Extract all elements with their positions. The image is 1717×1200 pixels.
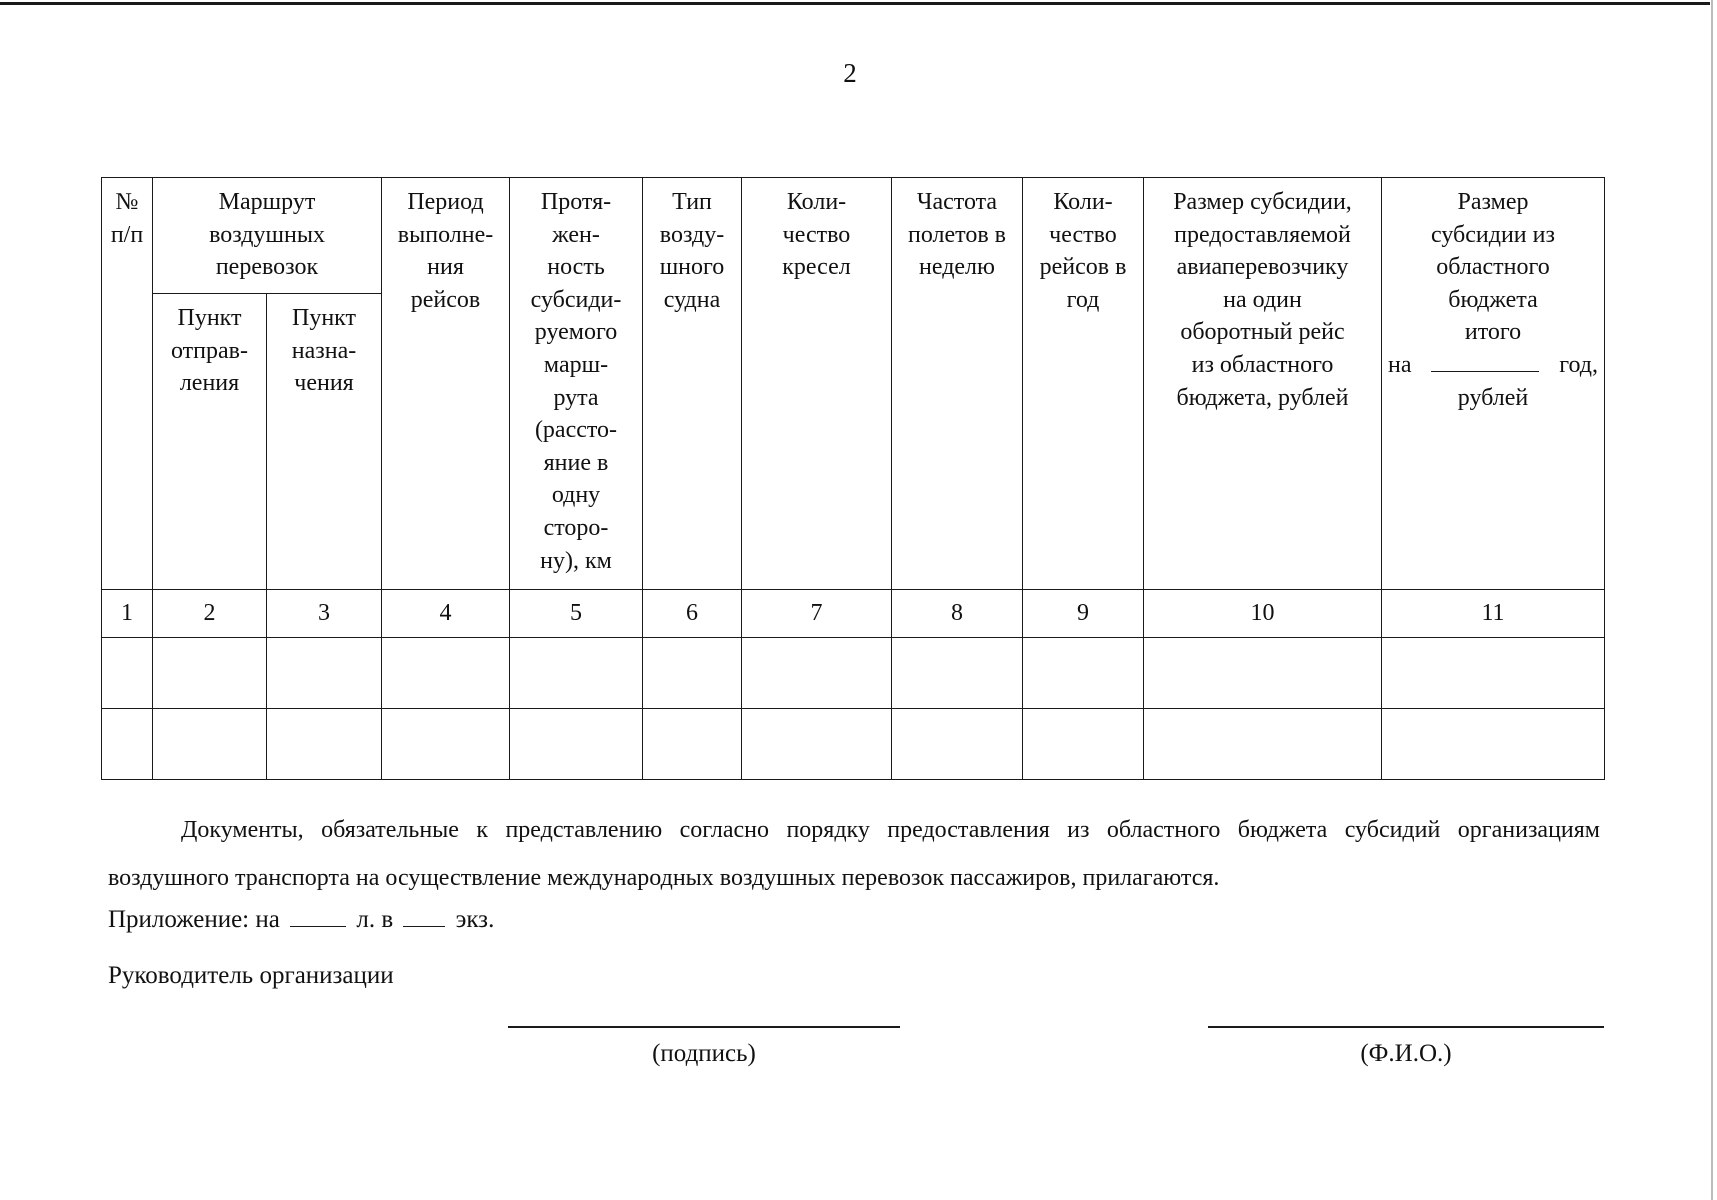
copies-count-field[interactable] — [403, 904, 445, 927]
full-name-field[interactable] — [1208, 1026, 1604, 1028]
header-cell-frequency: Частота полетов в неделю — [892, 178, 1023, 590]
empty-cell[interactable] — [267, 638, 382, 709]
top-border-rule — [0, 2, 1710, 5]
column-number-row — [102, 590, 1605, 638]
header-cell-subsidy-total: Размер субсидии из областного бюджета итого на год, рублей — [1382, 178, 1605, 590]
table-row — [102, 638, 1605, 709]
table-row — [102, 709, 1605, 780]
subsidy-total-year-line: на год, — [1384, 349, 1602, 382]
empty-cell[interactable] — [510, 709, 643, 780]
empty-cell[interactable] — [742, 638, 892, 709]
empty-cell[interactable] — [153, 709, 267, 780]
column-number: 8 — [892, 590, 1023, 638]
head-of-organization-label: Руководитель организации — [108, 962, 394, 989]
sheets-count-field[interactable] — [290, 904, 346, 927]
empty-cell[interactable] — [1382, 638, 1605, 709]
header-cell-seats: Коли- чество кресел — [742, 178, 892, 590]
full-name-caption: (Ф.И.О.) — [1360, 1040, 1452, 1067]
empty-cell[interactable] — [1144, 638, 1382, 709]
column-number: 11 — [1382, 590, 1605, 638]
empty-cell[interactable] — [643, 638, 742, 709]
empty-cell[interactable] — [1023, 709, 1144, 780]
year-blank-field[interactable] — [1431, 349, 1539, 372]
empty-cell[interactable] — [1144, 709, 1382, 780]
empty-cell[interactable] — [1382, 709, 1605, 780]
header-cell-flights-per-year: Коли- чество рейсов в год — [1023, 178, 1144, 590]
empty-cell[interactable] — [382, 638, 510, 709]
header-cell-number: № п/п — [102, 178, 153, 590]
attachment-middle: л. в — [356, 906, 394, 933]
empty-cell[interactable] — [153, 638, 267, 709]
column-number: 10 — [1144, 590, 1382, 638]
scan-edge — [1711, 0, 1713, 1200]
column-number: 6 — [643, 590, 742, 638]
header-cell-period: Период выполне- ния рейсов — [382, 178, 510, 590]
empty-cell[interactable] — [742, 709, 892, 780]
signature-field[interactable] — [508, 1026, 900, 1028]
empty-cell[interactable] — [643, 709, 742, 780]
column-number: 5 — [510, 590, 643, 638]
column-number: 4 — [382, 590, 510, 638]
documents-paragraph: Документы, обязательные к представлению согласно порядку предоставления из областного бюджета субсидий организациям воздушного транспорта на осуществление международных воздушных перевозок пассажиров, прилагаются. — [108, 817, 1600, 891]
attachment-suffix: экз. — [455, 906, 495, 933]
column-number: 1 — [102, 590, 153, 638]
header-cell-departure: Пункт отправ- ления — [153, 294, 267, 590]
column-number: 9 — [1023, 590, 1144, 638]
empty-cell[interactable] — [892, 638, 1023, 709]
attachment-line — [108, 904, 494, 934]
attachment-prefix: Приложение: на — [108, 906, 280, 933]
header-cell-route: Маршрут воздушных перевозок — [153, 178, 382, 294]
page-number: 2 — [843, 58, 857, 88]
empty-cell[interactable] — [892, 709, 1023, 780]
empty-cell[interactable] — [102, 709, 153, 780]
column-number: 7 — [742, 590, 892, 638]
empty-cell[interactable] — [382, 709, 510, 780]
empty-cell[interactable] — [102, 638, 153, 709]
header-cell-aircraft-type: Тип возду- шного судна — [643, 178, 742, 590]
header-cell-route-length: Протя- жен- ность субсиди- руемого марш- рута (рассто- яние в одну сторо- ну), км — [510, 178, 643, 590]
header-cell-subsidy-per-flight: Размер субсидии, предоставляемой авиаперевозчику на один оборотный рейс из областного бюджета, рублей — [1144, 178, 1382, 590]
column-number: 2 — [153, 590, 267, 638]
empty-cell[interactable] — [267, 709, 382, 780]
signature-caption: (подпись) — [652, 1040, 756, 1067]
subsidy-calculation-table — [101, 177, 1605, 780]
empty-cell[interactable] — [1023, 638, 1144, 709]
empty-cell[interactable] — [510, 638, 643, 709]
header-cell-destination: Пункт назна- чения — [267, 294, 382, 590]
column-number: 3 — [267, 590, 382, 638]
